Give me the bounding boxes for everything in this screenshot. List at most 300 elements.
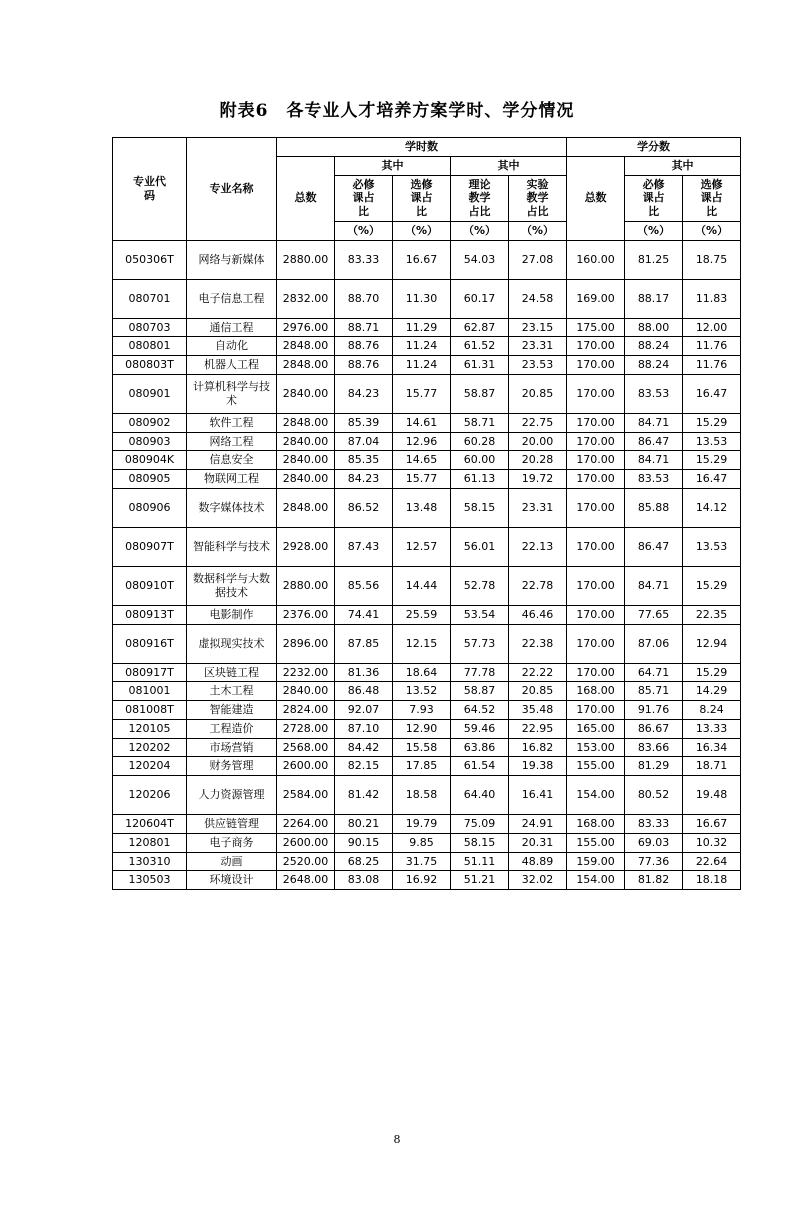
cell-major-code: 081001	[113, 682, 187, 701]
cell-credits-required-ratio: 64.71	[625, 663, 683, 682]
cell-hours-theory-ratio: 51.21	[451, 871, 509, 890]
cell-credits-elective-ratio: 11.76	[683, 337, 741, 356]
cell-hours-elective-ratio: 11.24	[393, 356, 451, 375]
table-row	[113, 605, 741, 624]
cell-hours-required-ratio: 88.76	[335, 356, 393, 375]
cell-hours-required-ratio: 86.48	[335, 682, 393, 701]
cell-credits-total: 168.00	[567, 682, 625, 701]
cell-hours-elective-ratio: 9.85	[393, 833, 451, 852]
cell-major-name: 自动化	[187, 337, 277, 356]
table-row	[113, 356, 741, 375]
cell-hours-theory-ratio: 60.28	[451, 432, 509, 451]
cell-major-code: 080916T	[113, 624, 187, 663]
credits-elective-l2: 课占	[700, 191, 723, 205]
cell-credits-required-ratio: 77.36	[625, 852, 683, 871]
hours-lab-l1: 实验	[526, 177, 549, 191]
cell-credits-elective-ratio: 14.29	[683, 682, 741, 701]
page-number: 8	[393, 1133, 401, 1146]
cell-hours-lab-ratio: 23.31	[509, 488, 567, 527]
cell-credits-total: 165.00	[567, 719, 625, 738]
cell-hours-required-ratio: 87.04	[335, 432, 393, 451]
table-row	[113, 682, 741, 701]
cell-major-name: 软件工程	[187, 413, 277, 432]
cell-credits-total: 170.00	[567, 566, 625, 605]
cell-credits-required-ratio: 87.06	[625, 624, 683, 663]
cell-credits-required-ratio: 88.24	[625, 337, 683, 356]
cell-credits-elective-ratio: 18.71	[683, 757, 741, 776]
cell-credits-elective-ratio: 16.34	[683, 738, 741, 757]
cell-credits-total: 170.00	[567, 527, 625, 566]
header-credits-total: 总数	[567, 156, 625, 240]
cell-hours-required-ratio: 74.41	[335, 605, 393, 624]
cell-hours-elective-ratio: 18.64	[393, 663, 451, 682]
cell-hours-lab-ratio: 48.89	[509, 852, 567, 871]
cell-hours-required-ratio: 84.42	[335, 738, 393, 757]
cell-major-name: 智能科学与技术	[187, 527, 277, 566]
cell-hours-lab-ratio: 22.38	[509, 624, 567, 663]
cell-major-code: 080903	[113, 432, 187, 451]
table-row	[113, 815, 741, 834]
table-row	[113, 337, 741, 356]
cell-hours-total: 2376.00	[277, 605, 335, 624]
cell-major-name: 环境设计	[187, 871, 277, 890]
cell-hours-total: 2232.00	[277, 663, 335, 682]
cell-hours-required-ratio: 83.33	[335, 240, 393, 279]
cell-hours-required-ratio: 88.76	[335, 337, 393, 356]
cell-hours-total: 2848.00	[277, 413, 335, 432]
header-hours-total: 总数	[277, 156, 335, 240]
cell-credits-total: 155.00	[567, 757, 625, 776]
cell-credits-required-ratio: 84.71	[625, 566, 683, 605]
cell-hours-total: 2848.00	[277, 488, 335, 527]
cell-hours-total: 2264.00	[277, 815, 335, 834]
cell-credits-elective-ratio: 22.35	[683, 605, 741, 624]
cell-credits-required-ratio: 85.88	[625, 488, 683, 527]
cell-hours-theory-ratio: 53.54	[451, 605, 509, 624]
table-row	[113, 527, 741, 566]
cell-credits-elective-ratio: 15.29	[683, 566, 741, 605]
cell-credits-required-ratio: 84.71	[625, 413, 683, 432]
header-major-name: 专业名称	[187, 138, 277, 241]
cell-hours-elective-ratio: 15.58	[393, 738, 451, 757]
cell-hours-required-ratio: 92.07	[335, 701, 393, 720]
cell-credits-elective-ratio: 13.33	[683, 719, 741, 738]
cell-hours-total: 2848.00	[277, 337, 335, 356]
cell-credits-elective-ratio: 18.18	[683, 871, 741, 890]
cell-hours-elective-ratio: 12.90	[393, 719, 451, 738]
cell-hours-total: 2840.00	[277, 451, 335, 470]
cell-hours-theory-ratio: 61.52	[451, 337, 509, 356]
cell-credits-elective-ratio: 14.12	[683, 488, 741, 527]
header-credits-among: 其中	[625, 156, 741, 175]
cell-credits-required-ratio: 86.47	[625, 432, 683, 451]
cell-hours-theory-ratio: 60.17	[451, 279, 509, 318]
cell-major-code: 080703	[113, 318, 187, 337]
cell-hours-lab-ratio: 22.75	[509, 413, 567, 432]
cell-major-code: 080803T	[113, 356, 187, 375]
cell-hours-lab-ratio: 23.15	[509, 318, 567, 337]
cell-credits-elective-ratio: 16.47	[683, 374, 741, 413]
cell-credits-total: 170.00	[567, 432, 625, 451]
cell-major-name: 财务管理	[187, 757, 277, 776]
cell-hours-theory-ratio: 58.87	[451, 374, 509, 413]
cell-hours-required-ratio: 88.71	[335, 318, 393, 337]
cell-major-code: 080905	[113, 470, 187, 489]
cell-hours-theory-ratio: 56.01	[451, 527, 509, 566]
cell-major-code: 080910T	[113, 566, 187, 605]
cell-major-name: 人力资源管理	[187, 776, 277, 815]
header-credits-required-ratio	[625, 175, 683, 221]
table-row	[113, 719, 741, 738]
cell-credits-elective-ratio: 18.75	[683, 240, 741, 279]
cell-hours-lab-ratio: 20.31	[509, 833, 567, 852]
cell-major-name: 土木工程	[187, 682, 277, 701]
credits-elective-l1: 选修	[700, 177, 723, 191]
header-major-code-line1: 专业代	[133, 175, 166, 188]
table-row	[113, 374, 741, 413]
cell-hours-total: 2928.00	[277, 527, 335, 566]
header-hours-among: 其中	[335, 156, 451, 175]
cell-credits-total: 170.00	[567, 356, 625, 375]
cell-hours-required-ratio: 85.39	[335, 413, 393, 432]
cell-hours-required-ratio: 85.56	[335, 566, 393, 605]
cell-hours-lab-ratio: 16.41	[509, 776, 567, 815]
cell-major-code: 080917T	[113, 663, 187, 682]
cell-credits-required-ratio: 91.76	[625, 701, 683, 720]
cell-major-code: 080701	[113, 279, 187, 318]
cell-major-name: 区块链工程	[187, 663, 277, 682]
cell-hours-required-ratio: 87.85	[335, 624, 393, 663]
cell-major-code: 080902	[113, 413, 187, 432]
cell-credits-required-ratio: 88.00	[625, 318, 683, 337]
cell-hours-lab-ratio: 20.85	[509, 374, 567, 413]
cell-hours-total: 2520.00	[277, 852, 335, 871]
cell-hours-lab-ratio: 16.82	[509, 738, 567, 757]
table-row	[113, 470, 741, 489]
cell-hours-required-ratio: 80.21	[335, 815, 393, 834]
cell-hours-theory-ratio: 75.09	[451, 815, 509, 834]
cell-major-name: 物联网工程	[187, 470, 277, 489]
hours-lab-l3: 占比	[526, 205, 549, 218]
cell-hours-elective-ratio: 16.92	[393, 871, 451, 890]
cell-hours-elective-ratio: 15.77	[393, 470, 451, 489]
cell-credits-total: 170.00	[567, 488, 625, 527]
cell-major-name: 供应链管理	[187, 815, 277, 834]
hours-lab-l2: 教学	[526, 191, 549, 205]
cell-credits-total: 170.00	[567, 374, 625, 413]
cell-hours-lab-ratio: 24.58	[509, 279, 567, 318]
hours-theory-l3: 占比	[468, 205, 491, 218]
cell-major-code: 080913T	[113, 605, 187, 624]
curriculum-hours-credits-table	[112, 137, 741, 890]
cell-major-name: 数据科学与大数据技术	[187, 566, 277, 605]
cell-hours-theory-ratio: 60.00	[451, 451, 509, 470]
cell-hours-lab-ratio: 35.48	[509, 701, 567, 720]
cell-hours-required-ratio: 85.35	[335, 451, 393, 470]
header-credits-required-unit: （%）	[625, 221, 683, 240]
table-row	[113, 413, 741, 432]
cell-hours-lab-ratio: 23.53	[509, 356, 567, 375]
table-row	[113, 738, 741, 757]
header-group-credits: 学分数	[567, 138, 741, 157]
cell-credits-total: 159.00	[567, 852, 625, 871]
cell-major-code: 050306T	[113, 240, 187, 279]
cell-credits-required-ratio: 83.33	[625, 815, 683, 834]
cell-major-name: 电影制作	[187, 605, 277, 624]
cell-hours-elective-ratio: 12.96	[393, 432, 451, 451]
cell-credits-total: 169.00	[567, 279, 625, 318]
cell-hours-theory-ratio: 61.13	[451, 470, 509, 489]
cell-credits-required-ratio: 88.24	[625, 356, 683, 375]
cell-credits-elective-ratio: 10.32	[683, 833, 741, 852]
cell-credits-required-ratio: 84.71	[625, 451, 683, 470]
cell-hours-theory-ratio: 51.11	[451, 852, 509, 871]
cell-hours-lab-ratio: 22.78	[509, 566, 567, 605]
cell-hours-required-ratio: 87.43	[335, 527, 393, 566]
credits-required-l3: 比	[648, 205, 660, 218]
cell-credits-elective-ratio: 15.29	[683, 663, 741, 682]
cell-credits-required-ratio: 86.67	[625, 719, 683, 738]
cell-major-name: 信息安全	[187, 451, 277, 470]
cell-hours-lab-ratio: 32.02	[509, 871, 567, 890]
cell-credits-required-ratio: 81.29	[625, 757, 683, 776]
cell-hours-theory-ratio: 62.87	[451, 318, 509, 337]
cell-credits-required-ratio: 88.17	[625, 279, 683, 318]
cell-hours-elective-ratio: 12.15	[393, 624, 451, 663]
cell-hours-theory-ratio: 61.31	[451, 356, 509, 375]
cell-hours-elective-ratio: 16.67	[393, 240, 451, 279]
credits-required-l1: 必修	[642, 177, 665, 191]
cell-hours-elective-ratio: 31.75	[393, 852, 451, 871]
cell-hours-elective-ratio: 15.77	[393, 374, 451, 413]
cell-major-code: 080904K	[113, 451, 187, 470]
cell-credits-total: 170.00	[567, 413, 625, 432]
table-row	[113, 776, 741, 815]
table-row	[113, 624, 741, 663]
table-row	[113, 757, 741, 776]
cell-hours-required-ratio: 82.15	[335, 757, 393, 776]
cell-credits-elective-ratio: 16.67	[683, 815, 741, 834]
cell-hours-total: 2840.00	[277, 470, 335, 489]
header-hours-lab-unit: （%）	[509, 221, 567, 240]
cell-credits-elective-ratio: 16.47	[683, 470, 741, 489]
cell-hours-elective-ratio: 14.65	[393, 451, 451, 470]
table-row	[113, 852, 741, 871]
cell-hours-total: 2840.00	[277, 432, 335, 451]
cell-hours-theory-ratio: 58.15	[451, 833, 509, 852]
cell-hours-theory-ratio: 57.73	[451, 624, 509, 663]
cell-hours-elective-ratio: 11.29	[393, 318, 451, 337]
cell-major-name: 网络与新媒体	[187, 240, 277, 279]
table-header	[113, 138, 741, 241]
cell-credits-elective-ratio: 13.53	[683, 527, 741, 566]
page-title: 附表6 各专业人才培养方案学时、学分情况	[219, 101, 575, 121]
cell-credits-required-ratio: 77.65	[625, 605, 683, 624]
table-body	[113, 240, 741, 890]
cell-hours-required-ratio: 87.10	[335, 719, 393, 738]
cell-major-name: 市场营销	[187, 738, 277, 757]
cell-credits-total: 153.00	[567, 738, 625, 757]
cell-hours-total: 2896.00	[277, 624, 335, 663]
table-container	[112, 137, 729, 890]
cell-major-name: 电子商务	[187, 833, 277, 852]
cell-hours-theory-ratio: 61.54	[451, 757, 509, 776]
cell-hours-lab-ratio: 19.38	[509, 757, 567, 776]
cell-major-name: 网络工程	[187, 432, 277, 451]
cell-hours-required-ratio: 81.42	[335, 776, 393, 815]
cell-hours-lab-ratio: 22.13	[509, 527, 567, 566]
header-hours-elective-unit: （%）	[393, 221, 451, 240]
cell-major-code: 120604T	[113, 815, 187, 834]
cell-major-code: 130503	[113, 871, 187, 890]
cell-credits-required-ratio: 85.71	[625, 682, 683, 701]
table-row	[113, 833, 741, 852]
cell-credits-total: 170.00	[567, 701, 625, 720]
cell-hours-elective-ratio: 11.24	[393, 337, 451, 356]
cell-major-code: 120206	[113, 776, 187, 815]
cell-hours-total: 2840.00	[277, 682, 335, 701]
cell-credits-total: 170.00	[567, 663, 625, 682]
cell-hours-elective-ratio: 19.79	[393, 815, 451, 834]
cell-hours-elective-ratio: 13.48	[393, 488, 451, 527]
cell-hours-theory-ratio: 63.86	[451, 738, 509, 757]
table-row	[113, 871, 741, 890]
cell-credits-total: 175.00	[567, 318, 625, 337]
cell-hours-lab-ratio: 20.28	[509, 451, 567, 470]
cell-hours-theory-ratio: 77.78	[451, 663, 509, 682]
cell-major-code: 130310	[113, 852, 187, 871]
cell-major-code: 120801	[113, 833, 187, 852]
cell-major-name: 虚拟现实技术	[187, 624, 277, 663]
cell-credits-required-ratio: 69.03	[625, 833, 683, 852]
cell-credits-total: 170.00	[567, 624, 625, 663]
cell-hours-required-ratio: 90.15	[335, 833, 393, 852]
table-row	[113, 432, 741, 451]
cell-credits-required-ratio: 86.47	[625, 527, 683, 566]
table-row	[113, 240, 741, 279]
cell-hours-theory-ratio: 64.52	[451, 701, 509, 720]
header-row-1	[113, 138, 741, 157]
cell-hours-total: 2584.00	[277, 776, 335, 815]
credits-required-l2: 课占	[642, 191, 665, 205]
cell-major-name: 机器人工程	[187, 356, 277, 375]
cell-credits-elective-ratio: 13.53	[683, 432, 741, 451]
cell-major-name: 数字媒体技术	[187, 488, 277, 527]
cell-hours-theory-ratio: 58.87	[451, 682, 509, 701]
cell-hours-lab-ratio: 19.72	[509, 470, 567, 489]
document-page	[0, 96, 794, 1218]
cell-credits-elective-ratio: 12.94	[683, 624, 741, 663]
cell-credits-elective-ratio: 22.64	[683, 852, 741, 871]
cell-credits-elective-ratio: 15.29	[683, 413, 741, 432]
cell-credits-required-ratio: 80.52	[625, 776, 683, 815]
cell-hours-elective-ratio: 11.30	[393, 279, 451, 318]
table-row	[113, 488, 741, 527]
cell-major-name: 电子信息工程	[187, 279, 277, 318]
cell-hours-required-ratio: 86.52	[335, 488, 393, 527]
cell-major-code: 120204	[113, 757, 187, 776]
cell-credits-elective-ratio: 11.76	[683, 356, 741, 375]
cell-hours-total: 2832.00	[277, 279, 335, 318]
cell-hours-theory-ratio: 52.78	[451, 566, 509, 605]
cell-credits-required-ratio: 83.66	[625, 738, 683, 757]
cell-credits-elective-ratio: 8.24	[683, 701, 741, 720]
header-hours-elective-ratio	[393, 175, 451, 221]
hours-theory-l1: 理论	[468, 177, 491, 191]
cell-hours-required-ratio: 84.23	[335, 374, 393, 413]
cell-hours-total: 2880.00	[277, 566, 335, 605]
credits-elective-l3: 比	[706, 205, 718, 218]
table-row	[113, 566, 741, 605]
cell-hours-total: 2848.00	[277, 356, 335, 375]
header-hours-required-unit: （%）	[335, 221, 393, 240]
cell-credits-total: 154.00	[567, 776, 625, 815]
hours-required-l2: 课占	[352, 191, 375, 205]
hours-elective-l1: 选修	[410, 177, 433, 191]
header-group-hours: 学时数	[277, 138, 567, 157]
header-hours-among-2: 其中	[451, 156, 567, 175]
cell-hours-lab-ratio: 24.91	[509, 815, 567, 834]
cell-hours-elective-ratio: 25.59	[393, 605, 451, 624]
cell-hours-lab-ratio: 27.08	[509, 240, 567, 279]
table-row	[113, 701, 741, 720]
header-credits-elective-unit: （%）	[683, 221, 741, 240]
cell-credits-total: 168.00	[567, 815, 625, 834]
cell-credits-required-ratio: 83.53	[625, 470, 683, 489]
cell-credits-required-ratio: 81.25	[625, 240, 683, 279]
header-major-code	[113, 138, 187, 241]
cell-hours-required-ratio: 81.36	[335, 663, 393, 682]
header-hours-required-ratio	[335, 175, 393, 221]
cell-hours-total: 2824.00	[277, 701, 335, 720]
cell-hours-total: 2568.00	[277, 738, 335, 757]
cell-hours-elective-ratio: 14.61	[393, 413, 451, 432]
cell-major-code: 120105	[113, 719, 187, 738]
cell-major-name: 智能建造	[187, 701, 277, 720]
cell-hours-required-ratio: 83.08	[335, 871, 393, 890]
cell-hours-theory-ratio: 54.03	[451, 240, 509, 279]
header-credits-elective-ratio	[683, 175, 741, 221]
cell-hours-lab-ratio: 22.22	[509, 663, 567, 682]
cell-credits-total: 160.00	[567, 240, 625, 279]
table-row	[113, 451, 741, 470]
hours-elective-l3: 比	[416, 205, 427, 218]
header-hours-theory-unit: （%）	[451, 221, 509, 240]
cell-major-code: 080907T	[113, 527, 187, 566]
cell-major-code: 120202	[113, 738, 187, 757]
cell-major-name: 工程造价	[187, 719, 277, 738]
cell-credits-elective-ratio: 12.00	[683, 318, 741, 337]
cell-hours-total: 2600.00	[277, 757, 335, 776]
cell-credits-total: 170.00	[567, 605, 625, 624]
hours-theory-l2: 教学	[468, 191, 491, 205]
cell-credits-required-ratio: 83.53	[625, 374, 683, 413]
cell-hours-total: 2648.00	[277, 871, 335, 890]
cell-hours-elective-ratio: 18.58	[393, 776, 451, 815]
cell-credits-elective-ratio: 11.83	[683, 279, 741, 318]
hours-required-l3: 比	[358, 205, 369, 218]
cell-hours-required-ratio: 84.23	[335, 470, 393, 489]
cell-major-code: 080801	[113, 337, 187, 356]
cell-hours-elective-ratio: 13.52	[393, 682, 451, 701]
cell-credits-required-ratio: 81.82	[625, 871, 683, 890]
hours-required-l1: 必修	[352, 177, 375, 191]
cell-credits-total: 155.00	[567, 833, 625, 852]
table-row	[113, 279, 741, 318]
cell-hours-total: 2728.00	[277, 719, 335, 738]
cell-hours-theory-ratio: 64.40	[451, 776, 509, 815]
cell-hours-elective-ratio: 12.57	[393, 527, 451, 566]
